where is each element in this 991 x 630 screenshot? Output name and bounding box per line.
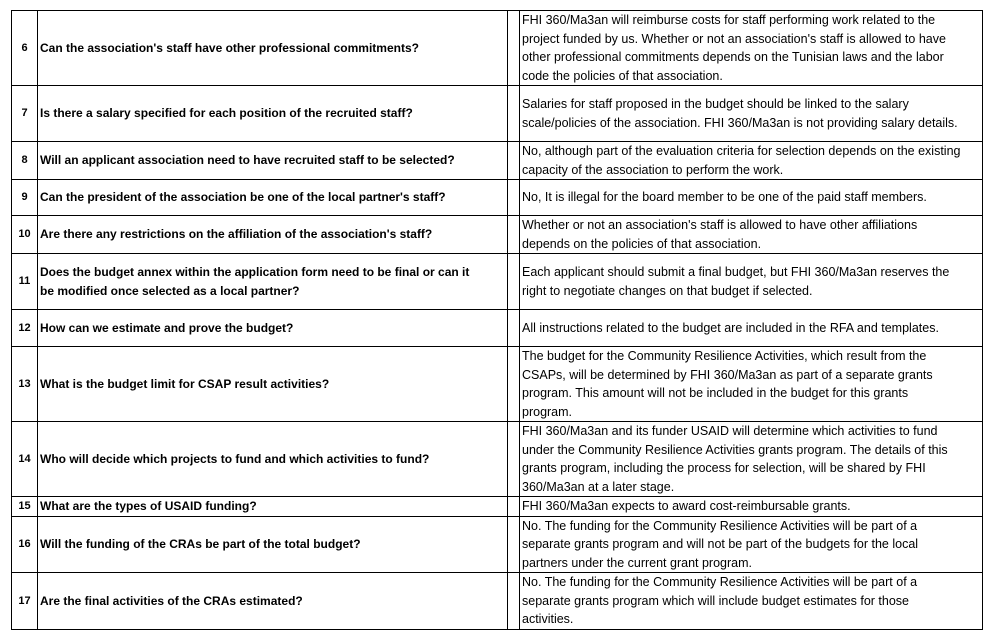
answer-cell xyxy=(520,180,983,216)
answer-line: FHI 360/Ma3an and its funder USAID will determine which activities to fund xyxy=(522,424,938,438)
spacer-cell xyxy=(508,347,520,422)
answer-cell xyxy=(520,254,983,310)
table-row xyxy=(12,516,983,573)
question-cell: Will an applicant association need to have recruited staff to be selected? xyxy=(38,142,508,180)
row-number: 9 xyxy=(12,180,38,216)
answer-line: FHI 360/Ma3an will reimburse costs for staff performing work related to the xyxy=(522,13,936,27)
answer-line: No. The funding for the Community Resilience Activities will be part of a xyxy=(522,575,918,589)
answer-line: project funded by us. Whether or not an association's staff is allowed to have xyxy=(522,31,946,46)
row-number: 16 xyxy=(12,516,38,573)
table-row xyxy=(12,142,983,180)
question-line: be modified once selected as a local partner? xyxy=(40,283,300,298)
table-row xyxy=(12,347,983,422)
row-number: 10 xyxy=(12,216,38,254)
row-number: 8 xyxy=(12,142,38,180)
spacer-cell xyxy=(508,497,520,517)
answer-cell xyxy=(520,422,983,497)
spacer-cell xyxy=(508,516,520,573)
answer-line: other professional commitments depends on the Tunisian laws and the labor xyxy=(522,50,944,64)
answer-line: No, It is illegal for the board member to be one of the paid staff members. xyxy=(522,190,927,205)
row-number: 7 xyxy=(12,86,38,142)
answer-line: separate grants program which will include budget estimates for those xyxy=(522,593,910,608)
answer-line: The budget for the Community Resilience Activities, which result from the xyxy=(522,349,927,363)
row-number: 11 xyxy=(12,254,38,310)
spacer-cell xyxy=(508,86,520,142)
row-number: 13 xyxy=(12,347,38,422)
table-row xyxy=(12,573,983,630)
answer-line: depends on the policies of that association. xyxy=(522,236,762,251)
table-row xyxy=(12,254,983,310)
answer-line: No. The funding for the Community Resilience Activities will be part of a xyxy=(522,518,918,533)
table-row xyxy=(12,11,983,86)
answer-line: Whether or not an association's staff is allowed to have other affiliations xyxy=(522,218,918,232)
row-number: 14 xyxy=(12,422,38,497)
answer-line: CSAPs, will be determined by FHI 360/Ma3an as part of a separate grants xyxy=(522,367,933,382)
answer-line: code the policies of that association. xyxy=(522,68,723,83)
answer-line: capacity of the association to perform the work. xyxy=(522,162,784,177)
faq-table xyxy=(11,10,983,630)
row-number: 6 xyxy=(12,11,38,86)
table-row xyxy=(12,497,983,517)
row-number: 12 xyxy=(12,310,38,347)
answer-line: 360/Ma3an at a later stage. xyxy=(522,479,675,494)
question-cell: What are the types of USAID funding? xyxy=(38,497,508,517)
table-row xyxy=(12,310,983,347)
spacer-cell xyxy=(508,11,520,86)
spacer-cell xyxy=(508,573,520,630)
answer-line: separate grants program and will not be part of the budgets for the local xyxy=(522,537,919,551)
answer-cell xyxy=(520,497,983,517)
spacer-cell xyxy=(508,180,520,216)
answer-line: activities. xyxy=(522,612,574,626)
answer-line: No, although part of the evaluation criteria for selection depends on the existing xyxy=(522,144,961,158)
answer-line: Salaries for staff proposed in the budget should be linked to the salary xyxy=(522,97,909,111)
spacer-cell xyxy=(508,142,520,180)
answer-cell xyxy=(520,310,983,347)
row-number: 15 xyxy=(12,497,38,517)
question-cell: How can we estimate and prove the budget? xyxy=(38,310,508,347)
question-cell: Can the president of the association be one of the local partner's staff? xyxy=(38,180,508,216)
table-row xyxy=(12,216,983,254)
answer-cell xyxy=(520,86,983,142)
answer-cell xyxy=(520,142,983,180)
question-cell: Can the association's staff have other professional commitments? xyxy=(38,11,508,86)
faq-table-body xyxy=(12,11,983,630)
answer-cell xyxy=(520,11,983,86)
question-line: Does the budget annex within the application form need to be final or can it xyxy=(40,265,470,279)
answer-line: Each applicant should submit a final budget, but FHI 360/Ma3an reserves the xyxy=(522,265,950,279)
table-row xyxy=(12,86,983,142)
question-cell: Are there any restrictions on the affiliation of the association's staff? xyxy=(38,216,508,254)
answer-cell xyxy=(520,216,983,254)
answer-line: scale/policies of the association. FHI 360/Ma3an is not providing salary details. xyxy=(522,115,958,130)
answer-line: grants program, including the process for selection, will be shared by FHI xyxy=(522,461,926,475)
question-cell: Who will decide which projects to fund and which activities to fund? xyxy=(38,422,508,497)
question-cell xyxy=(38,254,508,310)
answer-line: All instructions related to the budget are included in the RFA and templates. xyxy=(522,320,939,335)
table-row xyxy=(12,180,983,216)
spacer-cell xyxy=(508,254,520,310)
spacer-cell xyxy=(508,216,520,254)
row-number: 17 xyxy=(12,573,38,630)
answer-line: program. This amount will not be included in the budget for this grants xyxy=(522,386,909,400)
answer-line: FHI 360/Ma3an expects to award cost-reimbursable grants. xyxy=(522,499,851,513)
answer-cell xyxy=(520,573,983,630)
question-cell: Is there a salary specified for each position of the recruited staff? xyxy=(38,86,508,142)
question-cell: Will the funding of the CRAs be part of the total budget? xyxy=(38,516,508,573)
answer-line: partners under the current grant program. xyxy=(522,555,752,570)
question-cell: What is the budget limit for CSAP result activities? xyxy=(38,347,508,422)
answer-cell xyxy=(520,516,983,573)
answer-line: right to negotiate changes on that budget if selected. xyxy=(522,283,813,298)
spacer-cell xyxy=(508,310,520,347)
answer-line: program. xyxy=(522,404,573,419)
answer-line: under the Community Resilience Activities grants program. The details of this xyxy=(522,442,948,457)
table-row xyxy=(12,422,983,497)
spacer-cell xyxy=(508,422,520,497)
answer-cell xyxy=(520,347,983,422)
question-cell: Are the final activities of the CRAs estimated? xyxy=(38,573,508,630)
